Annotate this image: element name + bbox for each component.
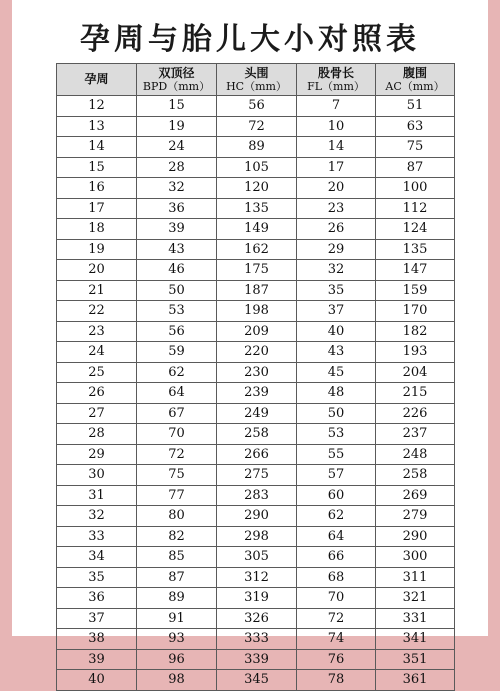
page-title: 孕周与胎儿大小对照表 xyxy=(80,22,420,57)
ac-cell: 193 xyxy=(376,342,455,363)
bpd-cell: 67 xyxy=(137,403,217,424)
hc-cell: 149 xyxy=(217,219,297,240)
gestational-week-cell: 31 xyxy=(57,485,137,506)
bpd-cell: 46 xyxy=(137,260,217,281)
fl-cell: 62 xyxy=(297,506,376,527)
table-row xyxy=(57,506,455,527)
fetal-size-table xyxy=(56,63,455,691)
ac-cell: 182 xyxy=(376,321,455,342)
table-row xyxy=(57,219,455,240)
ac-cell: 100 xyxy=(376,178,455,199)
hc-cell: 305 xyxy=(217,547,297,568)
gestational-week-cell: 21 xyxy=(57,280,137,301)
table-row xyxy=(57,588,455,609)
bpd-cell: 91 xyxy=(137,608,217,629)
ac-cell: 170 xyxy=(376,301,455,322)
hc-cell: 339 xyxy=(217,649,297,670)
table-row xyxy=(57,403,455,424)
table-row xyxy=(57,362,455,383)
hc-cell: 319 xyxy=(217,588,297,609)
fl-cell: 20 xyxy=(297,178,376,199)
ac-cell: 87 xyxy=(376,157,455,178)
fl-cell: 50 xyxy=(297,403,376,424)
gestational-week-cell: 30 xyxy=(57,465,137,486)
bpd-cell: 53 xyxy=(137,301,217,322)
fl-cell: 17 xyxy=(297,157,376,178)
fl-cell: 40 xyxy=(297,321,376,342)
fl-cell: 53 xyxy=(297,424,376,445)
hc-cell: 162 xyxy=(217,239,297,260)
bpd-cell: 62 xyxy=(137,362,217,383)
ac-cell: 75 xyxy=(376,137,455,158)
bpd-cell: 39 xyxy=(137,219,217,240)
fl-cell: 37 xyxy=(297,301,376,322)
table-row xyxy=(57,670,455,691)
fl-cell: 26 xyxy=(297,219,376,240)
table-row xyxy=(57,629,455,650)
gestational-week-cell: 32 xyxy=(57,506,137,527)
ac-cell: 351 xyxy=(376,649,455,670)
table-row xyxy=(57,485,455,506)
gestational-week-cell: 18 xyxy=(57,219,137,240)
bpd-cell: 87 xyxy=(137,567,217,588)
fl-cell: 60 xyxy=(297,485,376,506)
gestational-week-cell: 13 xyxy=(57,116,137,137)
fl-cell: 72 xyxy=(297,608,376,629)
table-row xyxy=(57,526,455,547)
gestational-week-cell: 27 xyxy=(57,403,137,424)
ac-cell: 331 xyxy=(376,608,455,629)
table-row xyxy=(57,116,455,137)
ac-cell: 321 xyxy=(376,588,455,609)
gestational-week-cell: 17 xyxy=(57,198,137,219)
gestational-week-cell: 19 xyxy=(57,239,137,260)
hc-cell: 198 xyxy=(217,301,297,322)
ac-cell: 51 xyxy=(376,96,455,117)
ac-cell: 279 xyxy=(376,506,455,527)
ac-cell: 269 xyxy=(376,485,455,506)
hc-cell: 275 xyxy=(217,465,297,486)
fl-cell: 76 xyxy=(297,649,376,670)
table-row xyxy=(57,198,455,219)
ac-cell: 147 xyxy=(376,260,455,281)
header-hc xyxy=(217,64,297,96)
bpd-cell: 64 xyxy=(137,383,217,404)
ac-cell: 300 xyxy=(376,547,455,568)
bpd-cell: 75 xyxy=(137,465,217,486)
table-row xyxy=(57,444,455,465)
fl-cell: 57 xyxy=(297,465,376,486)
bpd-cell: 15 xyxy=(137,96,217,117)
hc-cell: 56 xyxy=(217,96,297,117)
hc-cell: 283 xyxy=(217,485,297,506)
header-label: 腹围 xyxy=(402,65,427,80)
header-gestational-week xyxy=(57,64,137,96)
table-row xyxy=(57,137,455,158)
gestational-week-cell: 25 xyxy=(57,362,137,383)
table-row xyxy=(57,649,455,670)
hc-cell: 89 xyxy=(217,137,297,158)
bpd-cell: 24 xyxy=(137,137,217,158)
hc-cell: 175 xyxy=(217,260,297,281)
table-row xyxy=(57,547,455,568)
table-row xyxy=(57,157,455,178)
bpd-cell: 43 xyxy=(137,239,217,260)
bpd-cell: 98 xyxy=(137,670,217,691)
fl-cell: 10 xyxy=(297,116,376,137)
gestational-week-cell: 38 xyxy=(57,629,137,650)
bpd-cell: 77 xyxy=(137,485,217,506)
gestational-week-cell: 35 xyxy=(57,567,137,588)
fl-cell: 32 xyxy=(297,260,376,281)
hc-cell: 326 xyxy=(217,608,297,629)
header-unit: AC（mm） xyxy=(385,79,445,93)
table-row xyxy=(57,321,455,342)
hc-cell: 72 xyxy=(217,116,297,137)
ac-cell: 112 xyxy=(376,198,455,219)
table-row xyxy=(57,96,455,117)
fl-cell: 7 xyxy=(297,96,376,117)
table-row xyxy=(57,383,455,404)
fl-cell: 43 xyxy=(297,342,376,363)
gestational-week-cell: 16 xyxy=(57,178,137,199)
fl-cell: 14 xyxy=(297,137,376,158)
fl-cell: 70 xyxy=(297,588,376,609)
ac-cell: 237 xyxy=(376,424,455,445)
header-unit: FL（mm） xyxy=(307,79,365,93)
gestational-week-cell: 15 xyxy=(57,157,137,178)
ac-cell: 159 xyxy=(376,280,455,301)
gestational-week-cell: 37 xyxy=(57,608,137,629)
hc-cell: 258 xyxy=(217,424,297,445)
table-row xyxy=(57,342,455,363)
header-label: 孕周 xyxy=(84,72,109,86)
ac-cell: 290 xyxy=(376,526,455,547)
fl-cell: 66 xyxy=(297,547,376,568)
hc-cell: 298 xyxy=(217,526,297,547)
gestational-week-cell: 14 xyxy=(57,137,137,158)
fl-cell: 74 xyxy=(297,629,376,650)
fl-cell: 45 xyxy=(297,362,376,383)
ac-cell: 248 xyxy=(376,444,455,465)
gestational-week-cell: 23 xyxy=(57,321,137,342)
bpd-cell: 72 xyxy=(137,444,217,465)
document-page xyxy=(12,0,488,688)
bpd-cell: 70 xyxy=(137,424,217,445)
fl-cell: 29 xyxy=(297,239,376,260)
hc-cell: 249 xyxy=(217,403,297,424)
table-row xyxy=(57,239,455,260)
ac-cell: 204 xyxy=(376,362,455,383)
fl-cell: 68 xyxy=(297,567,376,588)
header-label: 双顶径 xyxy=(158,65,195,80)
table-row xyxy=(57,608,455,629)
hc-cell: 135 xyxy=(217,198,297,219)
bpd-cell: 56 xyxy=(137,321,217,342)
ac-cell: 311 xyxy=(376,567,455,588)
bpd-cell: 85 xyxy=(137,547,217,568)
gestational-week-cell: 33 xyxy=(57,526,137,547)
fl-cell: 78 xyxy=(297,670,376,691)
ac-cell: 361 xyxy=(376,670,455,691)
gestational-week-cell: 20 xyxy=(57,260,137,281)
gestational-week-cell: 36 xyxy=(57,588,137,609)
hc-cell: 290 xyxy=(217,506,297,527)
bpd-cell: 50 xyxy=(137,280,217,301)
hc-cell: 220 xyxy=(217,342,297,363)
table-row xyxy=(57,465,455,486)
header-fl xyxy=(297,64,376,96)
fl-cell: 64 xyxy=(297,526,376,547)
fl-cell: 55 xyxy=(297,444,376,465)
ac-cell: 63 xyxy=(376,116,455,137)
table-row xyxy=(57,424,455,445)
table-row xyxy=(57,280,455,301)
fl-cell: 35 xyxy=(297,280,376,301)
table-row xyxy=(57,301,455,322)
hc-cell: 209 xyxy=(217,321,297,342)
hc-cell: 333 xyxy=(217,629,297,650)
header-bpd xyxy=(137,64,217,96)
hc-cell: 120 xyxy=(217,178,297,199)
ac-cell: 124 xyxy=(376,219,455,240)
bpd-cell: 89 xyxy=(137,588,217,609)
bpd-cell: 82 xyxy=(137,526,217,547)
header-unit: HC（mm） xyxy=(226,79,287,93)
fl-cell: 48 xyxy=(297,383,376,404)
table-row xyxy=(57,178,455,199)
table-header-row xyxy=(57,64,455,96)
gestational-week-cell: 40 xyxy=(57,670,137,691)
header-label: 头围 xyxy=(244,65,269,80)
table-row xyxy=(57,567,455,588)
gestational-week-cell: 28 xyxy=(57,424,137,445)
header-unit: BPD（mm） xyxy=(142,79,211,93)
ac-cell: 226 xyxy=(376,403,455,424)
gestational-week-cell: 22 xyxy=(57,301,137,322)
fl-cell: 23 xyxy=(297,198,376,219)
header-ac xyxy=(376,64,455,96)
gestational-week-cell: 39 xyxy=(57,649,137,670)
ac-cell: 341 xyxy=(376,629,455,650)
hc-cell: 230 xyxy=(217,362,297,383)
bpd-cell: 93 xyxy=(137,629,217,650)
gestational-week-cell: 12 xyxy=(57,96,137,117)
gestational-week-cell: 24 xyxy=(57,342,137,363)
hc-cell: 266 xyxy=(217,444,297,465)
hc-cell: 345 xyxy=(217,670,297,691)
ac-cell: 215 xyxy=(376,383,455,404)
hc-cell: 105 xyxy=(217,157,297,178)
table-row xyxy=(57,260,455,281)
hc-cell: 187 xyxy=(217,280,297,301)
gestational-week-cell: 26 xyxy=(57,383,137,404)
ac-cell: 135 xyxy=(376,239,455,260)
bpd-cell: 36 xyxy=(137,198,217,219)
bpd-cell: 19 xyxy=(137,116,217,137)
hc-cell: 312 xyxy=(217,567,297,588)
gestational-week-cell: 29 xyxy=(57,444,137,465)
bpd-cell: 28 xyxy=(137,157,217,178)
bpd-cell: 80 xyxy=(137,506,217,527)
bpd-cell: 32 xyxy=(137,178,217,199)
hc-cell: 239 xyxy=(217,383,297,404)
bpd-cell: 96 xyxy=(137,649,217,670)
header-label: 股骨长 xyxy=(317,65,354,80)
table-body xyxy=(57,96,455,691)
bpd-cell: 59 xyxy=(137,342,217,363)
ac-cell: 258 xyxy=(376,465,455,486)
gestational-week-cell: 34 xyxy=(57,547,137,568)
